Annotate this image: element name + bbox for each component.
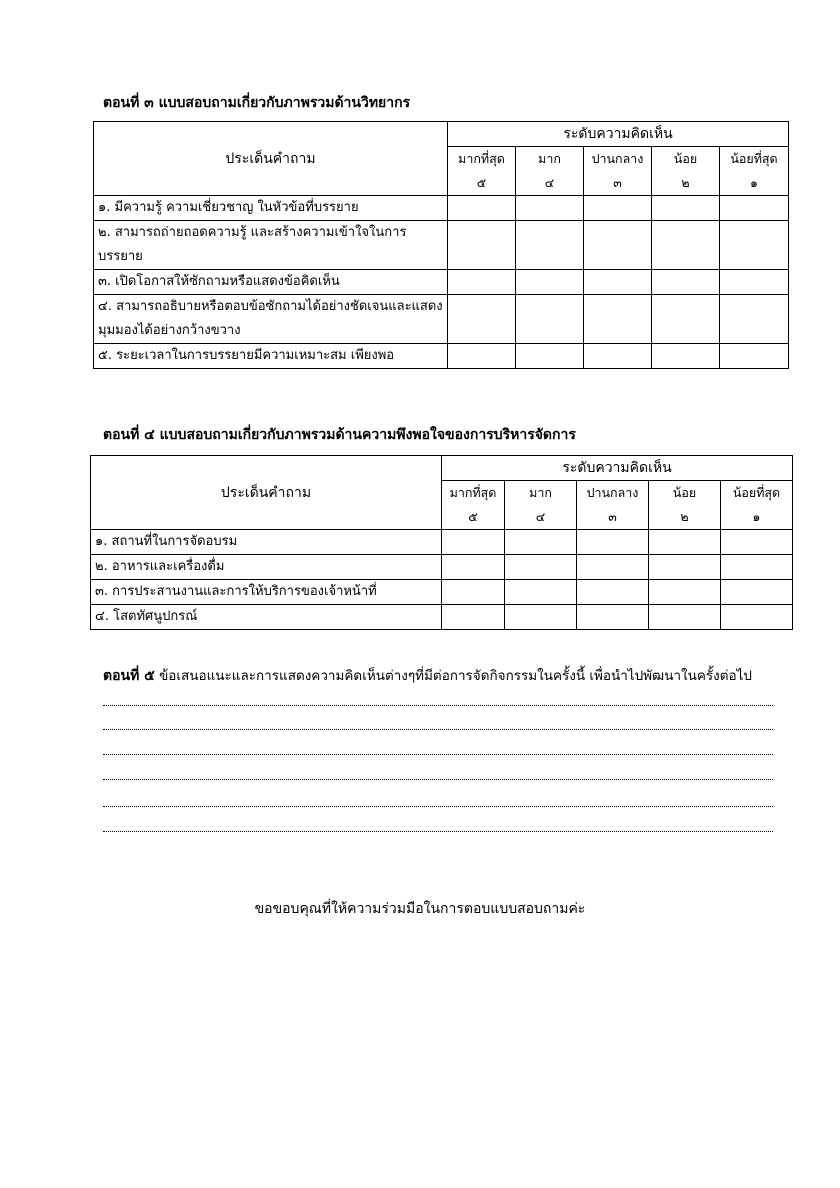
rating-cell[interactable]	[577, 580, 649, 605]
rating-cell[interactable]	[652, 221, 720, 270]
rating-cell[interactable]	[516, 196, 584, 221]
rating-cell[interactable]	[721, 605, 793, 630]
level-number: ๒	[649, 505, 721, 530]
table-row	[91, 530, 793, 555]
level-number: ๕	[442, 505, 505, 530]
question-text: ๓. การประสานงานและการให้บริการของเจ้าหน้าที่	[91, 580, 442, 605]
rating-cell[interactable]	[448, 344, 516, 369]
level-number: ๑	[720, 171, 789, 196]
table-row	[91, 555, 793, 580]
level-label: น้อย	[652, 147, 720, 172]
level-label: ปานกลาง	[584, 147, 652, 172]
level-label: ปานกลาง	[577, 481, 649, 506]
rating-cell[interactable]	[516, 270, 584, 295]
rating-cell[interactable]	[652, 270, 720, 295]
rating-cell[interactable]	[448, 270, 516, 295]
answer-line[interactable]	[103, 831, 773, 832]
rating-cell[interactable]	[721, 555, 793, 580]
rating-cell[interactable]	[442, 580, 505, 605]
question-text: ๔. สามารถอธิบายหรือตอบข้อซักถามได้อย่างชัดเจนและแสดงมุมมองได้อย่างกว้างขวาง	[94, 295, 448, 344]
level-label: มาก	[505, 481, 577, 506]
level-label: น้อยที่สุด	[720, 147, 789, 172]
rating-cell[interactable]	[720, 196, 789, 221]
section4-title: ตอนที่ ๔ แบบสอบถามเกี่ยวกับภาพรวมด้านความพึงพอใจของการบริหารจัดการ	[103, 427, 576, 443]
section5-label: ตอนที่ ๕	[103, 668, 155, 684]
rating-cell[interactable]	[649, 605, 721, 630]
rating-cell[interactable]	[516, 221, 584, 270]
answer-line[interactable]	[103, 779, 773, 780]
rating-cell[interactable]	[448, 295, 516, 344]
table-row	[91, 605, 793, 630]
rating-cell[interactable]	[577, 530, 649, 555]
rating-cell[interactable]	[584, 221, 652, 270]
question-header: ประเด็นคำถาม	[91, 456, 442, 530]
level-number: ๔	[505, 505, 577, 530]
rating-cell[interactable]	[577, 605, 649, 630]
rating-cell[interactable]	[516, 344, 584, 369]
level-header: ระดับความคิดเห็น	[442, 456, 793, 481]
rating-cell[interactable]	[652, 344, 720, 369]
level-label: มากที่สุด	[442, 481, 505, 506]
rating-cell[interactable]	[720, 270, 789, 295]
rating-cell[interactable]	[649, 580, 721, 605]
question-text: ๒. อาหารและเครื่องดื่ม	[91, 555, 442, 580]
section3-table	[93, 121, 789, 369]
rating-cell[interactable]	[584, 295, 652, 344]
level-label: น้อย	[649, 481, 721, 506]
level-number: ๓	[584, 171, 652, 196]
question-text: ๓. เปิดโอกาสให้ซักถามหรือแสดงข้อคิดเห็น	[94, 270, 448, 295]
table-row	[94, 344, 789, 369]
section3-title: ตอนที่ ๓ แบบสอบถามเกี่ยวกับภาพรวมด้านวิทยากร	[103, 95, 411, 111]
rating-cell[interactable]	[721, 530, 793, 555]
table-row	[94, 196, 789, 221]
rating-cell[interactable]	[516, 295, 584, 344]
level-label: มาก	[516, 147, 584, 172]
question-text: ๑. สถานที่ในการจัดอบรม	[91, 530, 442, 555]
level-number: ๔	[516, 171, 584, 196]
thank-you-note: ขอขอบคุณที่ให้ความร่วมมือในการตอบแบบสอบถามค่ะ	[254, 901, 586, 917]
question-header: ประเด็นคำถาม	[94, 122, 448, 196]
rating-cell[interactable]	[584, 270, 652, 295]
question-text: ๔. โสตทัศนูปกรณ์	[91, 605, 442, 630]
level-number: ๕	[448, 171, 516, 196]
section5-title	[103, 664, 775, 687]
answer-line[interactable]	[103, 806, 773, 807]
rating-cell[interactable]	[649, 530, 721, 555]
answer-line[interactable]	[103, 729, 773, 730]
table-row	[91, 580, 793, 605]
level-number: ๑	[721, 505, 793, 530]
answer-line[interactable]	[103, 754, 773, 755]
rating-cell[interactable]	[505, 530, 577, 555]
question-text: ๕. ระยะเวลาในการบรรยายมีความเหมาะสม เพียงพอ	[94, 344, 448, 369]
rating-cell[interactable]	[505, 555, 577, 580]
rating-cell[interactable]	[448, 221, 516, 270]
rating-cell[interactable]	[577, 555, 649, 580]
rating-cell[interactable]	[584, 196, 652, 221]
section5-text: ข้อเสนอแนะและการแสดงความคิดเห็นต่างๆที่มีต่อการจัดกิจกรรมในครั้งนี้ เพื่อนำไปพัฒนาในครั้งต่อไป	[154, 668, 752, 684]
table-row	[94, 270, 789, 295]
rating-cell[interactable]	[649, 555, 721, 580]
level-label: น้อยที่สุด	[721, 481, 793, 506]
level-number: ๒	[652, 171, 720, 196]
rating-cell[interactable]	[505, 605, 577, 630]
level-label: มากที่สุด	[448, 147, 516, 172]
rating-cell[interactable]	[442, 530, 505, 555]
table-row	[94, 221, 789, 270]
answer-line[interactable]	[103, 705, 773, 706]
rating-cell[interactable]	[448, 196, 516, 221]
rating-cell[interactable]	[652, 295, 720, 344]
rating-cell[interactable]	[652, 196, 720, 221]
section4-table	[90, 455, 793, 630]
table-row	[94, 295, 789, 344]
question-text: ๑. มีความรู้ ความเชี่ยวชาญ ในหัวข้อที่บรรยาย	[94, 196, 448, 221]
rating-cell[interactable]	[721, 580, 793, 605]
rating-cell[interactable]	[720, 221, 789, 270]
rating-cell[interactable]	[442, 605, 505, 630]
rating-cell[interactable]	[720, 344, 789, 369]
rating-cell[interactable]	[720, 295, 789, 344]
question-text: ๒. สามารถถ่ายถอดความรู้ และสร้างความเข้าใจในการบรรยาย	[94, 221, 448, 270]
rating-cell[interactable]	[505, 580, 577, 605]
rating-cell[interactable]	[442, 555, 505, 580]
level-number: ๓	[577, 505, 649, 530]
rating-cell[interactable]	[584, 344, 652, 369]
level-header: ระดับความคิดเห็น	[448, 122, 789, 147]
